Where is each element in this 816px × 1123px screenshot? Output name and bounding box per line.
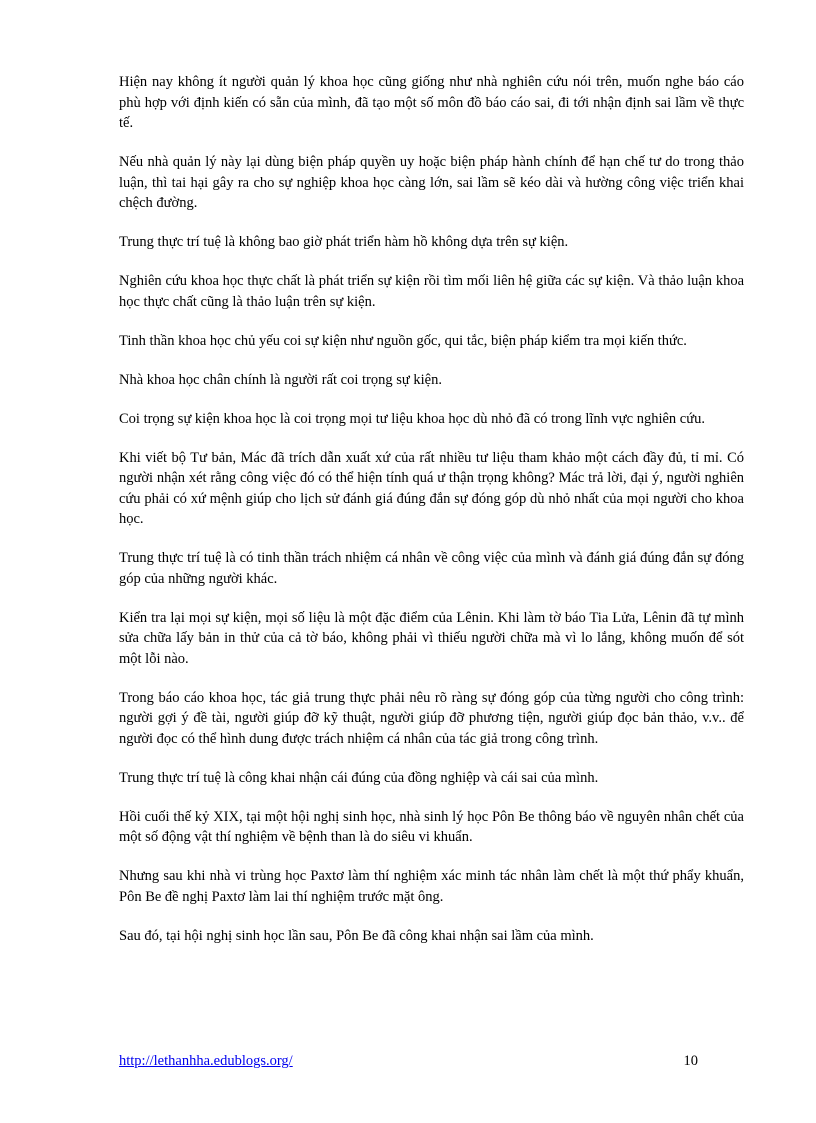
paragraph: Trong báo cáo khoa học, tác giả trung thực phải nêu rõ ràng sự đóng góp của từng người cho công trình: người gợi ý đề tài, người giúp đỡ kỹ thuật, người giúp đỡ phương tiện, người giúp đọc bản thảo, v.v.. để người đọc có thể hình dung được trách nhiệm cá nhân của tác giả trong công trình. (119, 689, 744, 747)
paragraph: Trung thực trí tuệ là có tinh thần trách nhiệm cá nhân về công việc của mình và đánh giá đúng đắn sự đóng góp của những người khác. (119, 550, 744, 587)
page-number: 10 (683, 1053, 698, 1069)
paragraph: Hồi cuối thế kỷ XIX, tại một hội nghị sinh học, nhà sinh lý học Pôn Be thông báo về nguyên nhân chết của một số động vật thí nghiệm về bệnh than là do siêu vi khuẩn. (119, 808, 744, 845)
paragraph: Trung thực trí tuệ là công khai nhận cái đúng của đồng nghiệp và cái sai của mình. (119, 769, 599, 786)
paragraph: Kiển tra lại mọi sự kiện, mọi số liệu là một đặc điểm của Lênin. Khi làm tờ báo Tia Lửa, Lênin đã tự mình sửa chữa lấy bản in thử của cả tờ báo, không phải vì thiếu người chữa mà vì lo lắng, không muốn để sót một lỗi nào. (119, 609, 744, 667)
paragraph: Nhưng sau khi nhà vi trùng học Paxtơ làm thí nghiệm xác minh tác nhân làm chết là một thứ phẩy khuẩn, Pôn Be đề nghị Paxtơ làm lai thí nghiệm trước mặt ông. (119, 868, 744, 905)
paragraph: Nếu nhà quản lý này lại dùng biện pháp quyền uy hoặc biện pháp hành chính để hạn chế tư do trong thảo luận, thì tai hại gây ra cho sự nghiệp khoa học càng lớn, sai lầm sẽ kéo dài và hường công việc triển khai chệch đường. (119, 154, 744, 211)
footer-link[interactable]: http://lethanhha.edublogs.org/ (119, 1053, 293, 1069)
paragraph: Coi trọng sự kiện khoa học là coi trọng mọi tư liệu khoa học dù nhỏ đã có trong lĩnh vực nghiên cứu. (119, 410, 705, 427)
paragraph: Sau đó, tại hội nghị sinh học lần sau, Pôn Be đã công khai nhận sai lầm của mình. (119, 927, 594, 944)
page-footer (119, 1051, 698, 1071)
document-body (119, 72, 744, 965)
paragraph: Tinh thần khoa học chủ yếu coi sự kiện như nguồn gốc, qui tắc, biện pháp kiểm tra mọi kiến thức. (119, 332, 687, 349)
paragraph: Trung thực trí tuệ là không bao giờ phát triển hàm hồ không dựa trên sự kiện. (119, 234, 569, 250)
paragraph: Hiện nay không ít người quản lý khoa học cũng giống như nhà nghiên cứu nói trên, muốn nghe báo cáo phù hợp với định kiến có sẵn của mình, đã tạo một số môn đồ báo cáo sai, đi tới nhận định sai lầm về thực tế. (119, 74, 744, 131)
paragraph: Nhà khoa học chân chính là người rất coi trọng sự kiện. (119, 371, 442, 388)
paragraph: Nghiên cứu khoa học thực chất là phát triển sự kiện rồi tìm mối liên hệ giữa các sự kiện. Và thảo luận khoa học thực chất cũng là thảo luận trên sự kiện. (119, 273, 744, 310)
paragraph: Khi viết bộ Tư bản, Mác đã trích dẫn xuất xứ của rất nhiều tư liệu tham khảo một cách đầy đủ, tỉ mỉ. Có người nhận xét rằng công việc đó có thể hiện tính quá ư thận trọng không? Mác trả lời, đại ý, người nghiên cứu phải có xứ mệnh giúp cho lịch sử đánh giá đúng đắn sự đóng góp dù nhỏ nhất của mọi người cho khoa học. (119, 449, 744, 527)
